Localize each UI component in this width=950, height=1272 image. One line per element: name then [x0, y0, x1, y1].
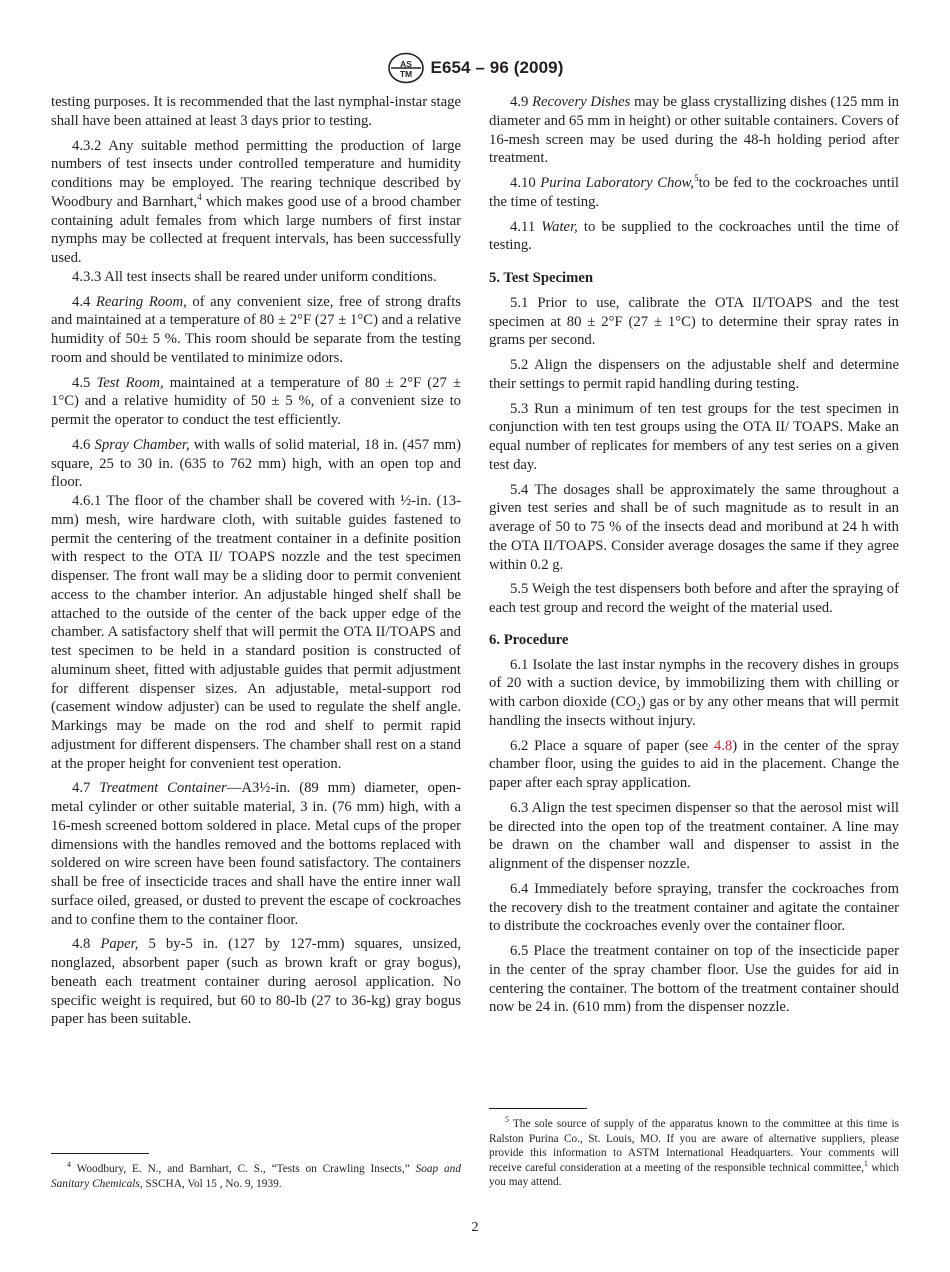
footnote-divider-left: [51, 1153, 149, 1154]
paragraph-4-3-2: 4.3.2 Any suitable method permitting the production of large numbers of test insects under controlled temperature and humidity conditions may be employed. The rearing technique described by Woodbury and Barnhart,$^4$ which makes good use of a brood chamber containing adult females from which large numbers of first instar nymphs may be collected at frequent intervals, has been successfully used.: [51, 137, 461, 266]
page-header: [0, 52, 950, 84]
section-heading-test-specimen: 5. Test Specimen: [489, 270, 594, 286]
page-number: 2: [471, 1220, 479, 1235]
footnote-5: $^5$ The sole source of supply of the apparatus known to the committee at this time is Ralston Purina Co., St. Louis, MO. If you are aware of alternative suppliers, please provide this information to ASTM International Headquarters. Your comments will receive careful consideration at a meeting of the responsible technical committee,$^1$ which you may attend.: [489, 1115, 899, 1189]
svg-text:AS: AS: [399, 59, 412, 69]
paragraph-4-4: 4.4 Rearing Room, of any convenient size, free of strong drafts and maintained at a temperature of 80 ± 2°F (27 ± 1°C) and a relative humidity of 50± 5 %. This room should be separate from the testing room and should be ventilated to minimize odors.: [51, 293, 461, 366]
footnote-4: $^4$ Woodbury, E. N., and Barnhart, C. S., “Tests on Crawling Insects,” Soap and Sanitary Chemicals, SSCHA, Vol 15 , No. 9, 1939.: [51, 1160, 461, 1190]
paragraph-5-2: 5.2 Align the dispensers on the adjustable shelf and determine their settings to permit rapid handling during testing.: [489, 357, 899, 392]
document-designation: E654 – 96 (2009): [430, 58, 564, 77]
paragraph-4-8: 4.8 Paper, 5 by-5 in. (127 by 127-mm) squares, unsized, nonglazed, absorbent paper (such as brown kraft or gray bogus), beneath each treatment container during aerosol application. No specific weight is required, but 60 to 80-lb (27 to 36-kg) gray bogus paper has been suitable.: [51, 936, 461, 1028]
section-heading-procedure: 6. Procedure: [489, 631, 569, 648]
paragraph-6-3: 6.3 Align the test specimen dispenser so that the aerosol mist will be directed into the open top of the treatment container. A line may be drawn on the chamber wall and dispenser to assist in the alignment of the dispenser nozzle.: [489, 799, 899, 872]
right-column: [489, 93, 899, 1023]
left-column: [51, 93, 461, 1035]
paragraph-4-5: 4.5 Test Room, maintained at a temperature of 80 ± 2°F (27 ± 1°C) and a relative humidity of 50 ± 5 %, of a convenient size to permit the operator to conduct the test efficiently.: [51, 374, 462, 428]
paragraph-4-3-3: 4.3.3 All test insects shall be reared under uniform conditions.: [72, 268, 437, 285]
paragraph-4-11: 4.11 Water, to be supplied to the cockroaches until the time of testing.: [489, 218, 899, 254]
paragraph-5-4: 5.4 The dosages shall be approximately the same throughout a given test series and shall be of such magnitude as to result in an average of 50 to 75 % of the insects dead and moribund at 24 h with the OTA II/TOAPS. Consider average dosages the same if they agree within 0.2 g.: [489, 481, 899, 573]
paragraph-6-2: 6.2 Place a square of paper (see 4.8) in the center of the spray chamber floor, using the guides to aid in the placement. Change the paper after each spray application.: [489, 737, 900, 791]
paragraph-4-7: 4.7 Treatment Container—A3½-in. (89 mm) diameter, open-metal cylinder or other suitable material, 3 in. (76 mm) high, with a 16-mesh screened bottom soldered in place. Metal cups of the proper dimensions with the handles removed and the bottoms replaced with soldered on wire screen have been found satisfactory. The containers shall be free of insecticide traces and shall have the entire inner wall surface oiled, greased, or dusted to prevent the escape of cockroaches and to confine them to the container floor.: [51, 780, 461, 928]
paragraph-4-6-1: 4.6.1 The floor of the chamber shall be covered with ½-in. (13-mm) mesh, wire hardware cloth, with suitable guides fastened to permit the centering of the treatment container in a definite position with respect to the OTA II/ TOAPS nozzle and the test specimen dispenser. The front wall may be a sliding door to permit convenient access to the chamber interior. An adjustable hinged shelf shall be attached to the outside of the center of the back upper edge of the chamber. A satisfactory shelf that will permit the OTA II/TOAPS and test specimen to be held in a standard position is constructed of aluminum sheet, fitted with adjustable guides that permit adjustment for different dispenser sizes. An adjustable, metal-support rod (casement window adjuster) can be used to regulate the shelf angle. Markings may be made on the rod and shelf to permit rapid adjustment for different dispensers. The chamber shall rest on a stand at the proper height for convenient test operation.: [51, 493, 461, 772]
paragraph-5-1: 5.1 Prior to use, calibrate the OTA II/TOAPS and the test specimen at 80 ± 2°F (27 ± 1°C) to determine their spray rates in grams per second.: [489, 294, 899, 349]
footnote-ref-5: 5: [694, 173, 699, 184]
paragraph-5-3: 5.3 Run a minimum of ten test groups for the test specimen in conjunction with ten test groups using the OTA II/ TOAPS. Make an equal number of replicates for members of any test series on a given test day.: [489, 400, 899, 473]
paragraph-6-5: 6.5 Place the treatment container on top of the insecticide paper in the center of the spray chamber floor. Use the guides for aid in centering the container. The bottom of the treatment container should now be 24 in. (610 mm) from the dispenser nozzle.: [489, 943, 899, 1016]
paragraph-6-1: 6.1 Isolate the last instar nymphs in the recovery dishes in groups of 20 with a suction device, by immobilizing them with chilling or with carbon dioxide $(CO_2)$ gas or by any other means that will permit handling the insects without injury.: [489, 656, 899, 729]
paragraph-4-6: 4.6 Spray Chamber, with walls of solid material, 18 in. (457 mm) square, 25 to 30 in. (635 to 762 mm) high, with an open top and floor.: [51, 436, 461, 491]
paragraph-4-9: 4.9 Recovery Dishes may be glass crystallizing dishes (125 mm in diameter and 65 mm in height) or other suitable containers. Covers of 16-mesh screen may be used during the 48-h holding period after treatment.: [489, 94, 900, 167]
paragraph-4-3-1-cont: testing purposes. It is recommended that the last nymphal-instar stage shall have been attained at least 3 days prior to testing.: [51, 94, 461, 129]
footnote-ref-4: 4: [197, 191, 202, 202]
cross-reference-4-8-link[interactable]: 4.8: [713, 737, 733, 754]
astm-logo-icon: [387, 52, 425, 84]
svg-text:TM: TM: [399, 69, 412, 79]
footnote-divider-right: [489, 1108, 587, 1109]
paragraph-5-5: 5.5 Weigh the test dispensers both before and after the spraying of each test group and record the weight of the material used.: [489, 581, 899, 616]
paragraph-6-4: 6.4 Immediately before spraying, transfer the cockroaches from the recovery dish to the treatment container and agitate the container to distribute the cockroaches evenly over the container floor.: [489, 880, 899, 935]
paragraph-4-10: 4.10 Purina Laboratory Chow,$^5$to be fed to the cockroaches until the time of testing.: [489, 173, 899, 210]
